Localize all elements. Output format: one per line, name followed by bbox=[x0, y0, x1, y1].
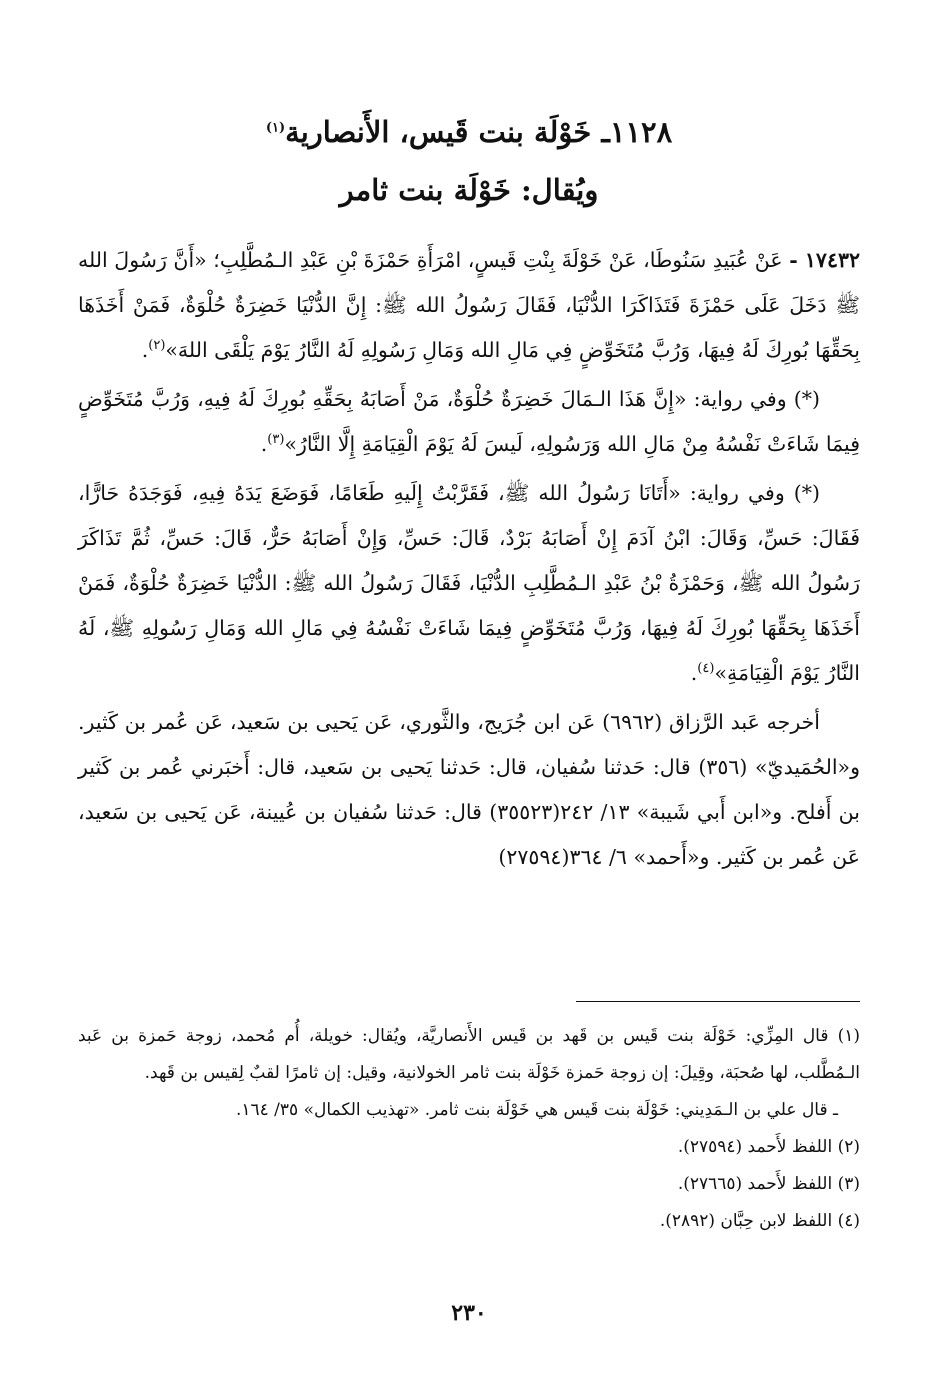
entry-title bbox=[78, 104, 860, 160]
riwaya-text: (*) وفي رواية: «أَتَانَا رَسُولُ الله ﷺ، فَقَرَّبْتُ إِلَيهِ طَعَامًا، فَوَضَعَ يَدَهُ فِيهِ، فَوَجَدَهُ حَارًّا، فَقَالَ: حَسِّ، وَقَالَ: ابْنُ آدَمَ إِنْ أَصَابَهُ بَرْدٌ، قَالَ: حَسِّ، وَإِنْ أَصَابَهُ حَرٌّ، قَالَ: حَسِّ، ثُمَّ تَذَاكَرَ رَسُولُ الله ﷺ، وَحَمْزَةُ بْنُ عَبْدِ الـمُطَّلِبِ الدُّنْيَا، فَقَالَ رَسُولُ الله ﷺ: الدُّنْيَا خَضِرَةٌ حُلْوَةٌ، فَمَنْ أَخَذَهَا بِحَقِّهَا بُورِكَ لَهُ فِيهَا، وَرُبَّ مُتَخَوِّضٍ فِيمَا شَاءَتْ نَفْسُهُ فِي مَالِ الله وَمَالِ رَسُولِهِ ﷺ، لَهُ النَّارُ يَوْمَ الْقِيَامَةِ» bbox=[78, 481, 860, 685]
riwaya-paragraph bbox=[78, 377, 860, 467]
takhrij-paragraph: أخرجه عَبد الرَّزاق (٦٩٦٢) عَن ابن جُرَيج، والثَّوري، عَن يَحيى بن سَعيد، عَن عُمر بن كَثير. و«الحُمَيديّ» (٣٥٦) قال: حَدثنا سُفيان، قال: حَدثنا يَحيى بن سَعيد، قال: أَخبَرني عُمر بن كَثير بن أَفلح. و«ابن أَبي شَيبة» ١٣/ ٢٤٢(٣٥٥٢٣) قال: حَدثنا سُفيان بن عُيينة، عَن يَحيى بن سَعيد، عَن عُمر بن كَثير. و«أَحمد» ٦/ ٣٦٤(٢٧٥٩٤) bbox=[78, 710, 860, 869]
footnote-ref: (١) bbox=[265, 120, 286, 136]
footnote-1: (١) قال المِزِّي: خَوْلَة بنت قَيس بن قَهد بن قَيس الأَنصاريَّة، ويُقال: خويلة، أُم مُحمد، زوجة حَمزة بن عَبد الـمُطَّلب، لها صُحبَة، وقِيلَ: إن زوجة حَمزة خَوْلَة بنت ثامر الخولانية، وقيل: إن ثامرًا لقبٌ لِقيس بن قَهد. bbox=[78, 1026, 860, 1083]
riwaya-end: . bbox=[690, 661, 698, 685]
entry-subtitle: ويُقال: خَوْلَة بنت ثامر bbox=[339, 173, 599, 207]
page bbox=[78, 0, 860, 1381]
hadith-paragraph bbox=[78, 238, 860, 373]
footnote-divider bbox=[576, 1001, 860, 1002]
footnote-3: (٣) اللفظ لأَحمد (٢٧٦٦٥). bbox=[677, 1174, 860, 1194]
footnote-ref: (٣) bbox=[267, 432, 285, 448]
footnote-ref: (٤) bbox=[697, 661, 715, 677]
hadith-text: عَنْ عُبَيدِ سَنُوطَا، عَنْ خَوْلَةَ بِنْتِ قَيسٍ، امْرَأَةِ حَمْزَةَ بْنِ عَبْدِ الـمُطَّلِبِ؛ «أَنَّ رَسُولَ الله ﷺ دَخَلَ عَلَى حَمْزَةَ فَتَذَاكَرَا الدُّنْيَا، فَقَالَ رَسُولُ الله ﷺ: إِنَّ الدُّنْيَا خَضِرَةٌ حُلْوَةٌ، فَمَنْ أَخَذَهَا بِحَقِّهَا بُورِكَ لَهُ فِيهَا، وَرُبَّ مُتَخَوِّضٍ فِي مَالِ الله وَمَالِ رَسُولِهِ لَهُ النَّارُ يَوْمَ يَلْقَى اللهَ» bbox=[78, 248, 860, 362]
riwaya-end: . bbox=[260, 432, 268, 456]
entry-title-text: ١١٢٨ـ خَوْلَة بنت قَيس، الأَنصارية bbox=[285, 115, 673, 149]
hadith-end: . bbox=[141, 338, 149, 362]
main-text bbox=[78, 238, 860, 884]
footnote-2: (٢) اللفظ لأَحمد (٢٧٥٩٤). bbox=[677, 1137, 860, 1157]
page-number: ٢٣٠ bbox=[451, 1300, 487, 1326]
footnote-4: (٤) اللفظ لابن حِبَّان (٢٨٩٢). bbox=[659, 1211, 860, 1231]
footnotes bbox=[78, 1018, 860, 1240]
footnote-1-continuation: ـ قال علي بن الـمَدِيني: خَوْلَة بنت قَيس هي خَوْلَة بنت ثامر. «تهذيب الكمال» ٣٥/ ١٦٤. bbox=[235, 1100, 838, 1120]
hadith-number: ١٧٤٣٢ - bbox=[789, 248, 860, 272]
footnote-ref: (٢) bbox=[148, 338, 166, 354]
riwaya-text: (*) وفي رواية: «إِنَّ هَذَا الـمَالَ خَضِرَةٌ حُلْوَةٌ، مَنْ أَصَابَهُ بِحَقِّهِ بُورِكَ لَهُ فِيهِ، وَرُبَّ مُتَخَوِّضٍ فِيمَا شَاءَتْ نَفْسُهُ مِنْ مَالِ الله وَرَسُولِهِ، لَيسَ لَهُ يَوْمَ الْقِيَامَةِ إِلَّا النَّارُ» bbox=[78, 387, 860, 456]
riwaya-paragraph bbox=[78, 471, 860, 696]
